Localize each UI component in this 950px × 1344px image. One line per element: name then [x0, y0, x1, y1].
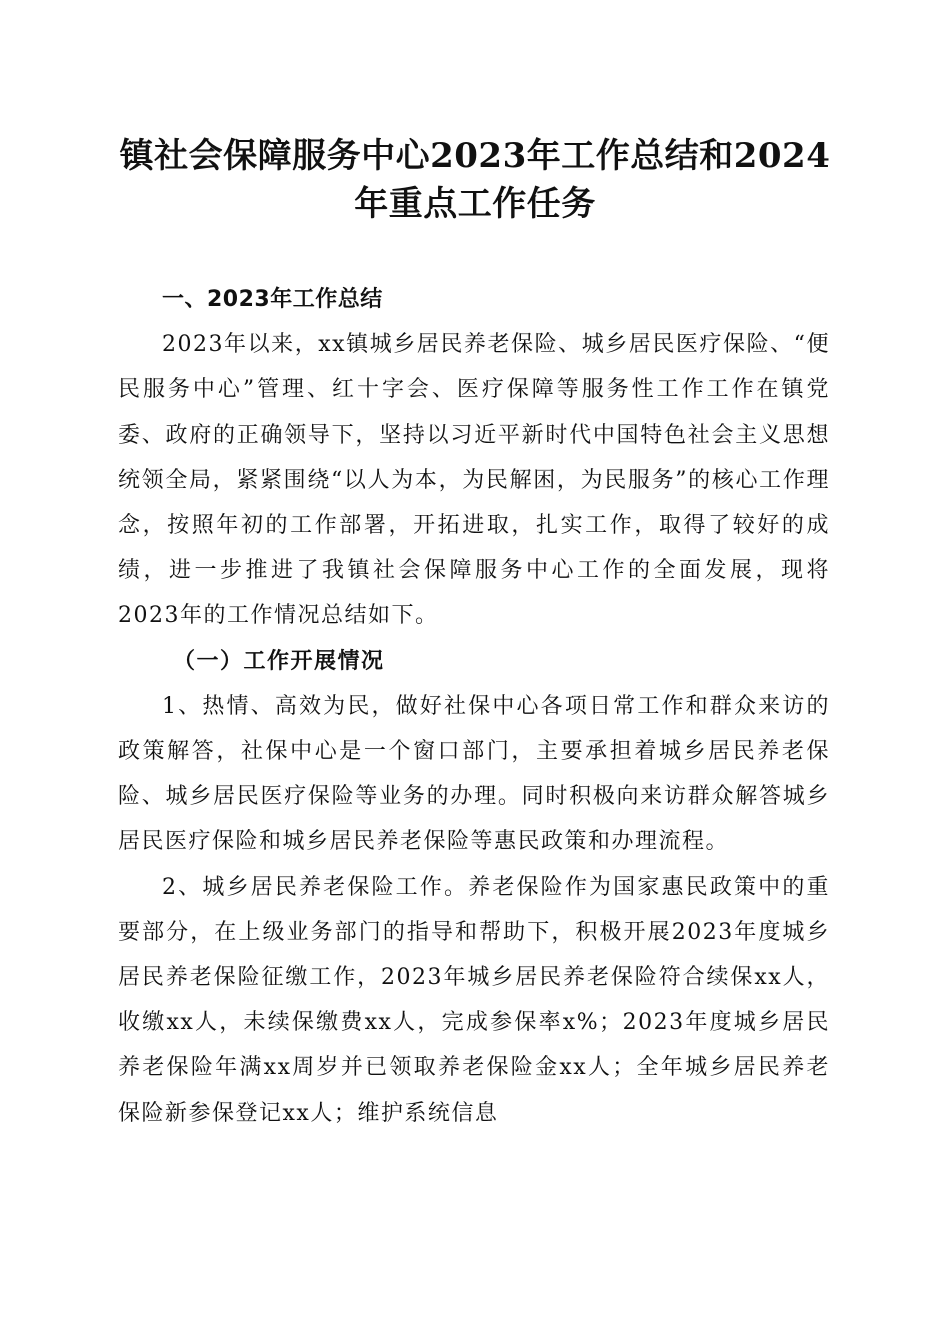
title-line-1: 镇社会保障服务中心2023年工作总结和2024	[119, 136, 831, 176]
item-1-paragraph: 1、热情、高效为民，做好社保中心各项日常工作和群众来访的政策解答，社保中心是一个窗口部门，主要承担着城乡居民养老保险、城乡居民医疗保险等业务的办理。同时积极向来访群众解答城乡居民医疗保险和城乡居民养老保险等惠民政策和办理流程。	[118, 693, 830, 855]
section-heading-work-summary: 一、2023年工作总结	[162, 287, 383, 312]
document-title	[100, 132, 850, 228]
item-2-paragraph: 2、城乡居民养老保险工作。养老保险作为国家惠民政策中的重要部分，在上级业务部门的指导和帮助下，积极开展2023年度城乡居民养老保险征缴工作，2023年城乡居民养老保险符合续保xx人，收缴xx人，未续保缴费xx人，完成参保率x%；2023年度城乡居民养老保险年满xx周岁并已领取养老保险金xx人；全年城乡居民养老保险新参保登记xx人；维护系统信息	[118, 874, 830, 1126]
document-body	[118, 277, 830, 1136]
title-line-2: 年重点工作任务	[354, 184, 596, 224]
intro-paragraph: 2023年以来，xx镇城乡居民养老保险、城乡居民医疗保险、“便民服务中心”管理、红十字会、医疗保障等服务性工作工作在镇党委、政府的正确领导下，坚持以习近平新时代中国特色社会主义思想统领全局，紧紧围绕“以人为本，为民解困，为民服务”的核心工作理念，按照年初的工作部署，开拓进取，扎实工作，取得了较好的成绩，进一步推进了我镇社会保障服务中心工作的全面发展，现将2023年的工作情况总结如下。	[118, 332, 830, 629]
subsection-heading-work-progress: （一）工作开展情况	[173, 647, 385, 674]
